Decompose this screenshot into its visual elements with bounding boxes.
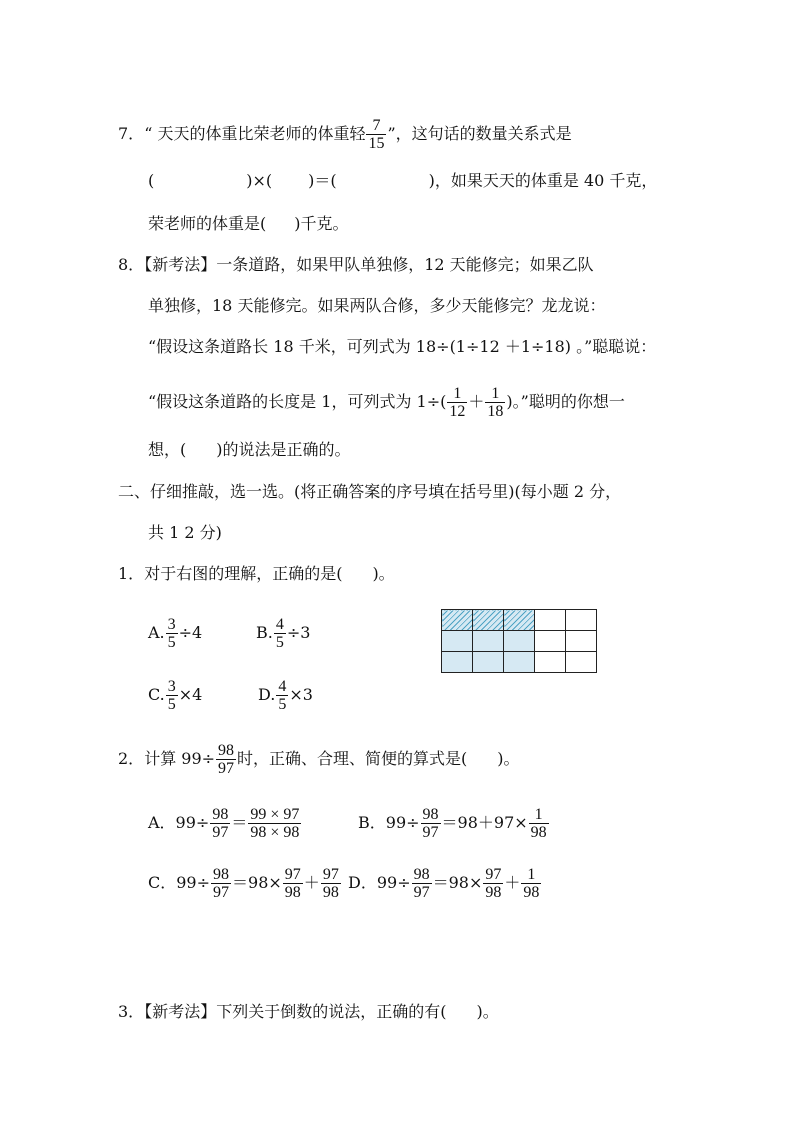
p1-option-c[interactable]: C. $\frac{3}{5}$ ×4 <box>148 678 203 713</box>
p3-question: 3．【新考法】下列关于倒数的说法，正确的有( )。 <box>118 1002 499 1021</box>
q7-text1: 天天的体重比荣老师的体重轻 <box>157 124 366 143</box>
grid-cell <box>535 610 566 631</box>
grid-cell <box>442 631 473 652</box>
p1-option-b[interactable]: B. $\frac{4}{5}$ ÷3 <box>256 616 311 651</box>
grid-cell <box>535 652 566 673</box>
q8-tag: 【新考法】 <box>144 255 217 274</box>
p2-option-d-fraction-3: $\frac{1}{98}$ <box>523 866 540 901</box>
p1-number: 1． <box>118 564 145 583</box>
q7-text2: ”，这句话的数量关系式是 <box>387 124 572 143</box>
grid-cell <box>566 652 597 673</box>
p3-number: 3． <box>118 1002 145 1021</box>
q7-open-quote: “ <box>144 124 153 143</box>
p2-option-b-fraction-2: $\frac{1}{98}$ <box>530 806 547 841</box>
p1-option-d-fraction: $\frac{4}{5}$ <box>278 678 287 713</box>
p2-option-a[interactable]: A．99÷ $\frac{98}{97}$ ＝ $\frac{99 \times 97}{98 \times 98}$ <box>148 806 300 841</box>
p2-option-c-fraction-3: $\frac{97}{98}$ <box>322 866 339 901</box>
p1-option-b-fraction: $\frac{4}{5}$ <box>275 616 284 651</box>
q8-line5: 想，( )的说法是正确的。 <box>148 440 351 459</box>
q8-line2: 单独修，18 天能修完。如果两队合修，多少天能修完？龙龙说： <box>148 296 606 315</box>
p2-option-b[interactable]: B．99÷ $\frac{98}{97}$ ＝98＋97× $\frac{1}{98}$ <box>358 806 547 841</box>
p1-option-a[interactable]: A. $\frac{3}{5}$ ÷4 <box>148 616 203 651</box>
p1-option-c-fraction: $\frac{3}{5}$ <box>167 678 176 713</box>
grid-cell <box>535 631 566 652</box>
fraction-grid-figure <box>441 609 597 673</box>
p3-tag: 【新考法】 <box>144 1002 217 1021</box>
p2-option-a-fraction-2: $\frac{99 \times 97}{98 \times 98}$ <box>250 806 300 841</box>
p2-option-c[interactable]: C．99÷ $\frac{98}{97}$ ＝98× $\frac{97}{98}$ ＋ $\frac{97}{98}$ <box>148 866 339 901</box>
q8-line3: “假设这条道路长 18 千米，可列式为 18÷(1÷12 ＋1÷18) 。”聪聪说： <box>148 337 657 356</box>
p2-question: 2．计算 99÷ $\frac{98}{97}$ 时，正确、合理、简便的算式是( )。 <box>118 742 520 777</box>
q7-line2: ( )×( )＝( )，如果天天的体重是 40 千克， <box>148 171 658 190</box>
p2-number: 2． <box>118 749 145 768</box>
q8-fraction-2: $\frac{1}{18}$ <box>487 385 504 420</box>
p2-option-c-fraction-1: $\frac{98}{97}$ <box>213 866 230 901</box>
q8-line4: “假设这条道路的长度是 1，可列式为 1÷( $\frac{1}{12}$ ＋ $\frac{1}{18}$ )。”聪明的你想一 <box>148 385 625 420</box>
grid-cell <box>473 631 504 652</box>
grid-cell <box>473 610 504 631</box>
q8-line1: 8．【新考法】一条道路，如果甲队单独修，12 天能修完；如果乙队 <box>118 255 594 274</box>
p2-fraction: $\frac{98}{97}$ <box>218 742 235 777</box>
grid-cell <box>504 631 535 652</box>
q7-line1 <box>118 117 572 152</box>
grid-cell <box>442 610 473 631</box>
grid-cell <box>504 610 535 631</box>
p1-question: 1．对于右图的理解，正确的是( )。 <box>118 564 395 583</box>
q8-fraction-1: $\frac{1}{12}$ <box>449 385 466 420</box>
p2-option-d-fraction-1: $\frac{98}{97}$ <box>413 866 430 901</box>
p2-option-d[interactable]: D．99÷ $\frac{98}{97}$ ＝98× $\frac{97}{98}$ ＋ $\frac{1}{98}$ <box>348 866 540 901</box>
p2-option-d-fraction-2: $\frac{97}{98}$ <box>485 866 502 901</box>
q7-line3: 荣老师的体重是( )千克。 <box>148 214 349 233</box>
p2-option-b-fraction-1: $\frac{98}{97}$ <box>422 806 439 841</box>
p2-option-c-fraction-2: $\frac{97}{98}$ <box>284 866 301 901</box>
section2-heading: 二、仔细推敲，选一选。(将正确答案的序号填在括号里)(每小题 2 分， <box>118 482 622 501</box>
grid-cell <box>473 652 504 673</box>
grid-cell <box>504 652 535 673</box>
p2-option-a-fraction-1: $\frac{98}{97}$ <box>212 806 229 841</box>
grid-cell <box>442 652 473 673</box>
section2-heading-line2: 共 1 2 分) <box>148 523 222 542</box>
grid-cell <box>566 610 597 631</box>
q7-number: 7． <box>118 124 145 143</box>
p1-option-a-fraction: $\frac{3}{5}$ <box>167 616 176 651</box>
grid-cell <box>566 631 597 652</box>
p1-option-d[interactable]: D. $\frac{4}{5}$ ×3 <box>258 678 313 713</box>
q8-number: 8． <box>118 255 145 274</box>
q7-fraction: $\frac{7}{15}$ <box>368 117 385 152</box>
